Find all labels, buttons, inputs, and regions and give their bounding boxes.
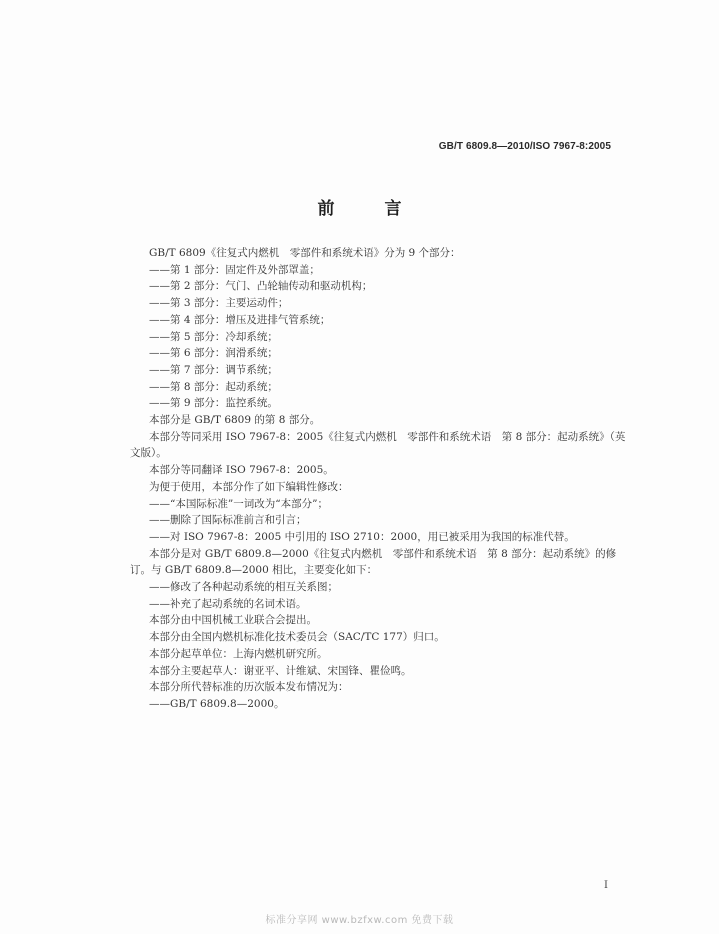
list-item: ——“本国际标准”一词改为“本部分”； [149,497,328,510]
list-item: ——第 8 部分：起动系统； [149,380,278,393]
list-item: ——第 1 部分：固定件及外部罩盖； [149,263,320,276]
list-item: ——修改了各种起动系统的相互关系图； [149,581,338,594]
list-item: ——删除了国际标准前言和引言； [149,514,307,527]
list-item: ——第 7 部分：调节系统； [149,363,278,376]
paragraph-line: 订。与 GB/T 6809.8—2000 相比，主要变化如下： [130,564,378,577]
paragraph-line: 本部分是对 GB/T 6809.8—2000《往复式内燃机 零部件和系统术语 第 8 部分：起动系统》的修 [149,547,617,560]
page-number: I [604,880,608,891]
paragraph-line: 文版）。 [130,447,167,460]
paragraph-line: GB/T 6809《往复式内燃机 零部件和系统术语》分为 9 个部分： [149,247,461,259]
list-item: ——第 6 部分：润滑系统； [149,347,278,360]
page-title: 前 言 [317,199,424,219]
paragraph-line: 本部分主要起草人：谢亚平、计维斌、宋国锋、瞿俭鸣。 [149,664,412,677]
list-item: ——补充了起动系统的名词术语。 [149,597,307,610]
list-item: ——第 9 部分：监控系统。 [149,397,278,410]
paragraph-line: 本部分由全国内燃机标准化技术委员会（SAC/TC 177）归口。 [149,631,445,644]
list-item: ——第 4 部分：增压及进排气管系统； [149,313,331,326]
list-item: ——第 5 部分：冷却系统； [149,330,278,343]
paragraph-line: 本部分是 GB/T 6809 的第 8 部分。 [149,414,321,427]
list-item: ——第 3 部分：主要运动件； [149,297,289,310]
paragraph-line: 本部分起草单位：上海内燃机研究所。 [149,647,328,660]
document-code: GB/T 6809.8—2010/ISO 7967-8:2005 [438,141,611,152]
paragraph-line: 本部分等同采用 ISO 7967-8：2005《往复式内燃机 零部件和系统术语 第 8 部分：起动系统》（英 [149,430,626,443]
list-item: ——对 ISO 7967-8：2005 中引用的 ISO 2710：2000，用已被采用为我国的标准代替。 [149,530,575,543]
list-item: ——GB/T 6809.8—2000。 [149,697,285,710]
foreword-body [130,245,626,713]
paragraph-line: 本部分等同翻译 ISO 7967-8：2005。 [149,464,334,477]
paragraph-line: 为便于使用，本部分作了如下编辑性修改： [149,480,349,493]
list-item: ——第 2 部分：气门、凸轮轴传动和驱动机构； [149,280,373,293]
watermark: 标准分享网 www.bzfxw.com 免费下载 [265,915,454,926]
paragraph-line: 本部分由中国机械工业联合会提出。 [149,614,317,627]
paragraph-line: 本部分所代替标准的历次版本发布情况为： [149,681,349,694]
